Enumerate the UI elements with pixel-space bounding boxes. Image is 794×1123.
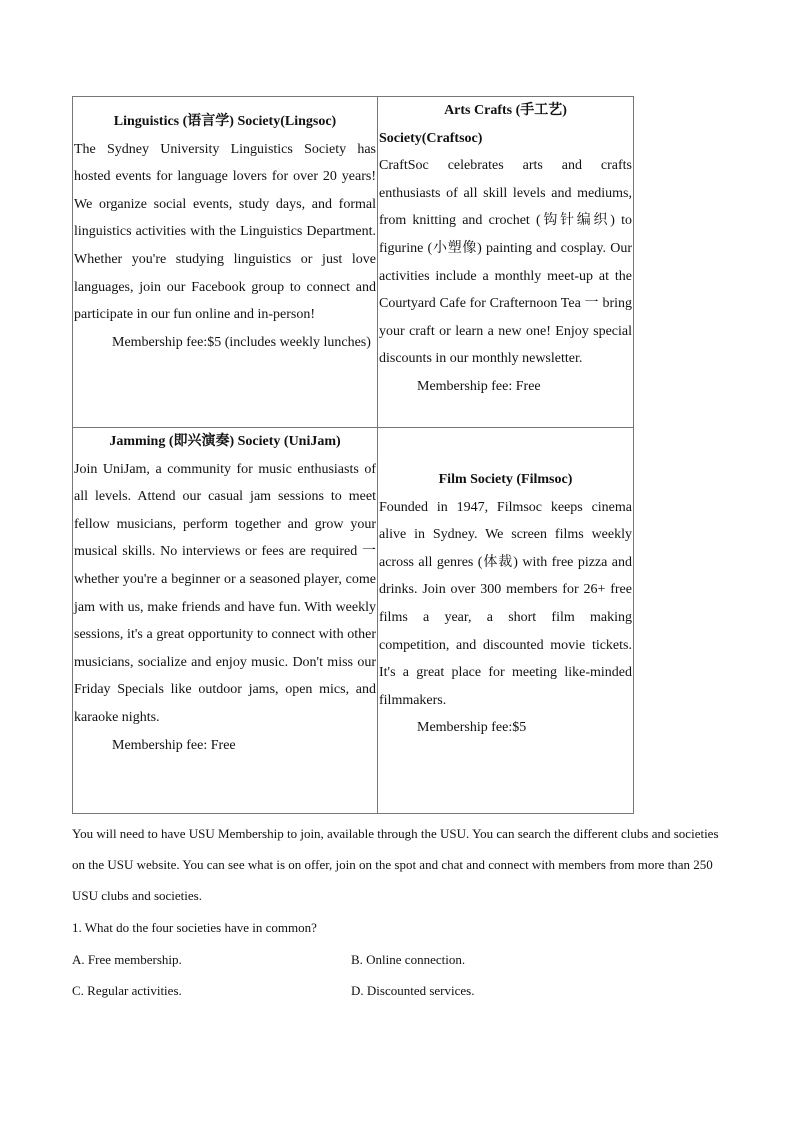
- linguistics-body: The Sydney University Linguistics Society has hosted events for language lovers for over 20 years! We organize social events, study days, and formal linguistics activities with the Linguistics Department. Whether you're studying linguistics or just love languages, join our Facebook group to connect and participate in our fun online and in-person!: [74, 141, 376, 323]
- arts-crafts-fee: Membership fee: Free: [417, 378, 541, 394]
- film-fee: Membership fee:$5: [417, 720, 527, 736]
- linguistics-fee: Membership fee:$5 (includes weekly lunches): [112, 334, 371, 350]
- table-row: [73, 428, 634, 814]
- linguistics-title: Linguistics (语言学) Society(Lingsoc): [113, 114, 337, 129]
- jamming-body: Join UniJam, a community for music enthusiasts of all levels. Attend our casual jam sessions to meet fellow musicians, perform together and grow your musical skills. No interviews or fees are required 一 whether you're a beginner or a seasoned player, come jam with us, make friends and have fun. With weekly sessions, it's a great opportunity to connect with other musicians, socialize and enjoy music. Don't miss our Friday Specials like outdoor jams, open mics, and karaoke nights.: [74, 461, 376, 725]
- linguistics-cell: [73, 97, 378, 428]
- membership-note: You will need to have USU Membership to join, available through the USU. You can search the different clubs and societies on the USU website. You can see what is on offer, join on the spot and chat and connect with members from more than 250 USU clubs and societies.: [72, 826, 719, 903]
- jamming-cell: [73, 428, 378, 814]
- option-d[interactable]: D. Discounted services.: [351, 983, 475, 998]
- film-body: Founded in 1947, Filmsoc keeps cinema alive in Sydney. We screen films weekly across all genres (体裁) with free pizza and drinks. Join over 300 members for 26+ free films a year, a short film making competition, and discounted movie tickets. It's a great place for meeting like-minded filmmakers.: [379, 499, 632, 708]
- arts-crafts-cell: [378, 97, 634, 428]
- societies-table: [72, 96, 634, 814]
- arts-crafts-body: CraftSoc celebrates arts and crafts enthusiasts of all skill levels and mediums, from knitting and crochet (钩针编织) to figurine (小塑像) painting and cosplay. Our activities include a monthly meet-up at the Courtyard Cafe for Crafternoon Tea 一 bring your craft or learn a new one! Enjoy special discounts in our monthly newsletter.: [379, 158, 632, 367]
- jamming-title: Jamming (即兴演奏) Society (UniJam): [109, 434, 341, 449]
- film-cell: [378, 428, 634, 814]
- option-c[interactable]: C. Regular activities.: [72, 983, 182, 998]
- arts-crafts-title-line2: Society(Craftsoc): [379, 130, 483, 146]
- arts-crafts-title: Arts Crafts (手工艺): [444, 103, 567, 118]
- option-a[interactable]: A. Free membership.: [72, 952, 182, 967]
- table-row: [73, 97, 634, 428]
- option-b[interactable]: B. Online connection.: [351, 952, 466, 967]
- jamming-fee: Membership fee: Free: [112, 737, 236, 753]
- film-title: Film Society (Filmsoc): [438, 472, 573, 487]
- question-stem: 1. What do the four societies have in common?: [72, 920, 317, 935]
